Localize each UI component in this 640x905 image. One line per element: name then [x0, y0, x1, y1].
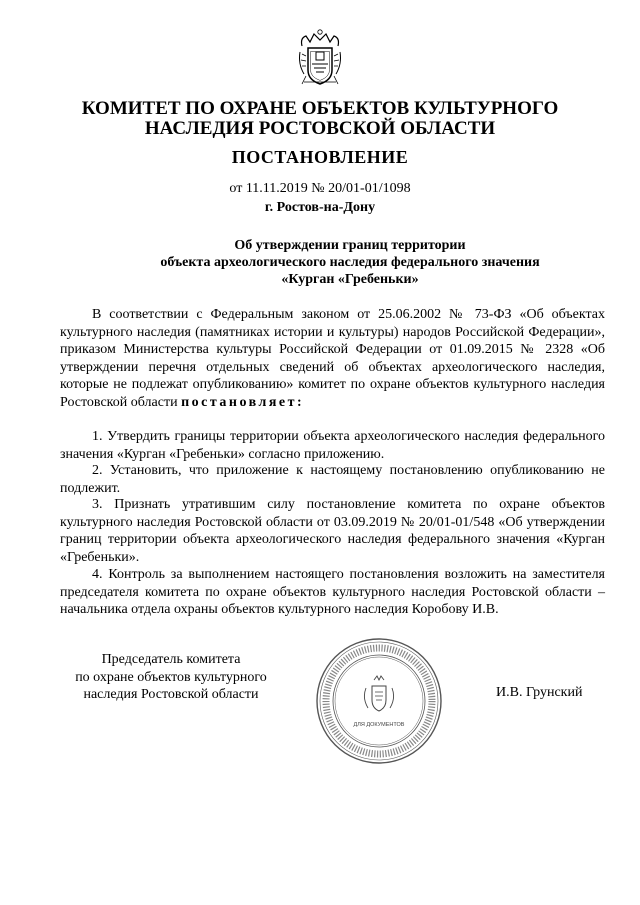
- item-4-paragraph: [60, 566, 605, 619]
- coat-of-arms-emblem: [296, 28, 344, 88]
- svg-text:ДЛЯ ДОКУМЕНТОВ: ДЛЯ ДОКУМЕНТОВ: [353, 722, 405, 728]
- item-3-paragraph: [60, 496, 605, 566]
- org-name-line-2: НАСЛЕДИЯ РОСТОВСКОЙ ОБЛАСТИ: [144, 118, 496, 139]
- signatory-title-line-1: Председатель комитета: [101, 652, 241, 667]
- official-seal-stamp: [314, 636, 444, 766]
- item-1-text: 1. Утвердить границы территории объекта археологического наследия федерального значения «Курган «Гребеньки» согласно приложению.: [60, 429, 605, 462]
- item-3-text: 3. Признать утратившим силу постановление комитета по охране объектов культурного наследия Ростовской области от 03.09.2019 № 20/01-01/548 «Об утверждении границ территории объекта археологического наследия федерального значения «Курган «Гребеньки».: [60, 497, 605, 565]
- signatory-name: И.В. Грунский: [496, 685, 583, 700]
- preamble-text: В соответствии с Федеральным законом от 25.06.2002 № 73-ФЗ «Об объектах культурного наследия (памятниках истории и культуры) народов Российской Федерации», приказом Министерства культуры Российской Федерации от 01.09.2015 № 2328 «Об утверждении перечня отдельных сведений об объектах археологического наследия, которые не подлежат опубликованию» комитет по охране объектов культурного наследия Ростовской области: [60, 307, 605, 410]
- document-type: ПОСТАНОВЛЕНИЕ: [231, 147, 409, 167]
- item-4-text: 4. Контроль за выполнением настоящего постановления возложить на заместителя председателя комитета по охране объектов культурного наследия Ростовской области – начальника отдела охраны объектов культурного наследия Коробову И.В.: [60, 567, 605, 618]
- subject-line-3: «Курган «Гребеньки»: [281, 272, 419, 287]
- subject-line-1: Об утверждении границ территории: [234, 238, 466, 253]
- item-2-paragraph: [60, 462, 605, 497]
- item-2-text: 2. Установить, что приложение к настоящему постановлению опубликованию не подлежит.: [60, 463, 605, 496]
- item-1-paragraph: [60, 428, 605, 463]
- subject-line-2: объекта археологического наследия федерального значения: [160, 255, 540, 270]
- document-subject: [100, 237, 600, 288]
- org-name-line-1: КОМИТЕТ ПО ОХРАНЕ ОБЪЕКТОВ КУЛЬТУРНОГО: [81, 98, 559, 119]
- signatory-title-line-3: наследия Ростовской области: [83, 687, 259, 702]
- document-date-number: от 11.11.2019 № 20/01-01/1098: [229, 181, 411, 196]
- preamble-paragraph: [60, 306, 605, 412]
- signatory-title: [56, 651, 286, 704]
- organization-name: [60, 99, 580, 139]
- document-city: г. Ростов-на-Дону: [264, 200, 376, 215]
- decree-word: постановляет:: [181, 394, 305, 410]
- signatory-title-line-2: по охране объектов культурного: [75, 669, 267, 685]
